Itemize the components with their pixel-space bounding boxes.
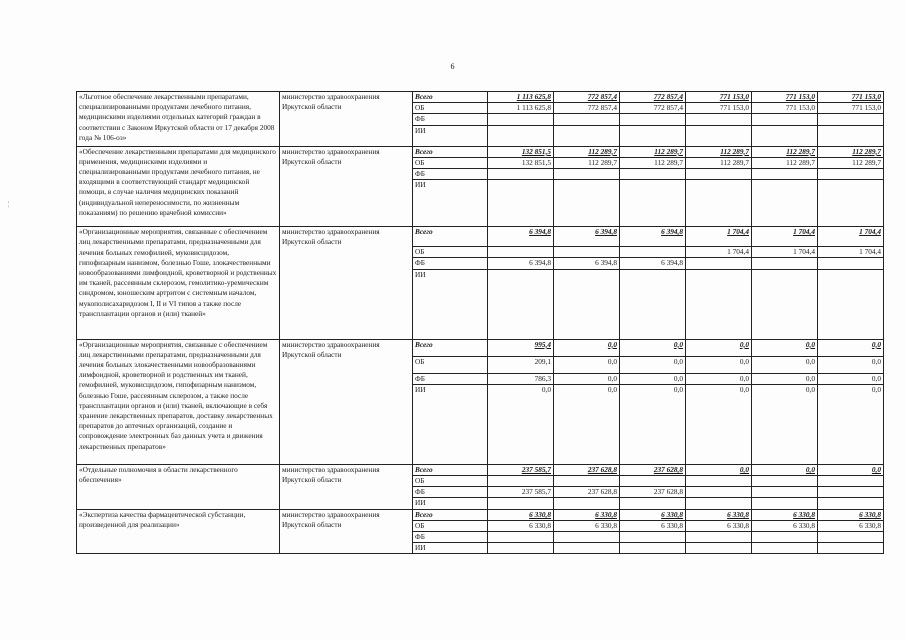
amount-cell: 0,0	[620, 339, 686, 356]
amount-cell	[686, 543, 752, 554]
amount-cell	[818, 543, 884, 554]
funding-source-cell: ИИ	[413, 269, 488, 339]
amount-cell	[752, 269, 818, 339]
amount-cell: 6 330,8	[686, 520, 752, 531]
amount-cell: 0,0	[818, 384, 884, 464]
amount-cell: 6 330,8	[752, 509, 818, 520]
amount-cell	[488, 532, 554, 543]
amount-cell: 0,0	[752, 384, 818, 464]
amount-cell: 1 704,4	[686, 227, 752, 247]
table-row	[77, 92, 884, 103]
amount-cell: 0,0	[818, 356, 884, 373]
amount-cell	[620, 269, 686, 339]
amount-cell: 0,0	[752, 339, 818, 356]
amount-cell: 1 113 625,8	[488, 103, 554, 114]
program-name-cell: «Экспертиза качества фармацевтической субстанции, произведенной для реализации»	[77, 509, 280, 554]
amount-cell	[686, 532, 752, 543]
amount-cell: 6 330,8	[554, 520, 620, 531]
amount-cell: 1 113 625,8	[488, 92, 554, 103]
amount-cell: 6 330,8	[488, 520, 554, 531]
funding-source-cell: ИИ	[413, 498, 488, 509]
table-row	[77, 227, 884, 247]
executor-cell: министерство здравоохранения Иркутской области	[280, 509, 413, 554]
amount-cell: 0,0	[554, 384, 620, 464]
amount-cell	[620, 180, 686, 227]
amount-cell	[818, 169, 884, 180]
amount-cell: 0,0	[620, 384, 686, 464]
amount-cell: 6 394,8	[554, 258, 620, 269]
funding-source-cell: Всего	[413, 227, 488, 247]
executor-cell: министерство здравоохранения Иркутской области	[280, 146, 413, 227]
funding-source-cell: ИИ	[413, 543, 488, 554]
amount-cell	[554, 180, 620, 227]
amount-cell	[818, 269, 884, 339]
amount-cell: 0,0	[686, 373, 752, 384]
amount-cell	[686, 498, 752, 509]
amount-cell	[752, 487, 818, 498]
amount-cell: 209,1	[488, 356, 554, 373]
executor-cell: министерство здравоохранения Иркутской области	[280, 227, 413, 339]
amount-cell: 0,0	[554, 373, 620, 384]
program-name-cell: «Организационные мероприятия, связанные с обеспечением лиц лекарственными препаратами, предназначенными для лечения больных злокачественными новообразованиями лимфоидной, кроветворной и родственных им тканей, гемофилией, муковисцидозом, гипофизарным нанизмом, болезнью Гоше, рассеянным склерозом, а также после трансплантации органов и (или) тканей, включающие в себя хранение лекарственных препаратов, доставку лекарственных препаратов до аптечных организаций, создание и сопровождение электронных баз данных учета и движения лекарственных препаратов»	[77, 339, 280, 464]
amount-cell: 112 289,7	[554, 146, 620, 157]
amount-cell	[752, 125, 818, 146]
amount-cell: 6 330,8	[620, 509, 686, 520]
funding-source-cell: Всего	[413, 92, 488, 103]
funding-source-cell: ФБ	[413, 373, 488, 384]
amount-cell	[488, 543, 554, 554]
funding-source-cell: ФБ	[413, 258, 488, 269]
funding-source-cell: ОБ	[413, 103, 488, 114]
amount-cell: 995,4	[488, 339, 554, 356]
funding-source-cell: ФБ	[413, 487, 488, 498]
amount-cell: 237 585,7	[488, 464, 554, 475]
amount-cell	[686, 269, 752, 339]
funding-source-cell: Всего	[413, 339, 488, 356]
amount-cell: 6 330,8	[620, 520, 686, 531]
amount-cell: 0,0	[554, 356, 620, 373]
amount-cell	[752, 476, 818, 487]
amount-cell: 0,0	[818, 373, 884, 384]
amount-cell	[488, 269, 554, 339]
amount-cell	[752, 498, 818, 509]
amount-cell: 112 289,7	[818, 157, 884, 168]
funding-source-cell: ИИ	[413, 384, 488, 464]
amount-cell: 1 704,4	[752, 227, 818, 247]
amount-cell	[620, 476, 686, 487]
amount-cell: 0,0	[818, 339, 884, 356]
amount-cell	[488, 125, 554, 146]
amount-cell: 0,0	[752, 464, 818, 475]
program-name-cell: «Обеспечение лекарственными препаратами для медицинского применения, медицинскими изделиями и специализированными продуктами лечебного питания, не входящими в соответствующий стандарт медицинской помощи, в случае наличия медицинских показаний (индивидуальной непереносимости, по жизненным показаниям) по решению врачебной комиссии»	[77, 146, 280, 227]
amount-cell	[686, 169, 752, 180]
amount-cell: 237 585,7	[488, 487, 554, 498]
amount-cell	[686, 180, 752, 227]
budget-table	[76, 91, 884, 554]
amount-cell	[686, 476, 752, 487]
funding-source-cell: ОБ	[413, 247, 488, 258]
amount-cell: 237 628,8	[620, 464, 686, 475]
amount-cell: 1 704,4	[686, 247, 752, 258]
amount-cell: 771 153,0	[686, 92, 752, 103]
amount-cell: 0,0	[620, 373, 686, 384]
amount-cell	[554, 476, 620, 487]
amount-cell: 0,0	[488, 384, 554, 464]
amount-cell: 1 704,4	[818, 247, 884, 258]
funding-source-cell: ОБ	[413, 476, 488, 487]
amount-cell	[752, 114, 818, 125]
program-name-cell: «Отдельные полномочия в области лекарственного обеспечения»	[77, 464, 280, 509]
amount-cell	[752, 258, 818, 269]
amount-cell: 772 857,4	[554, 92, 620, 103]
budget-table-body	[77, 92, 884, 554]
amount-cell	[554, 543, 620, 554]
amount-cell	[488, 180, 554, 227]
amount-cell: 0,0	[686, 339, 752, 356]
funding-source-cell: ИИ	[413, 180, 488, 227]
amount-cell	[488, 476, 554, 487]
amount-cell: 112 289,7	[686, 157, 752, 168]
funding-source-cell: Всего	[413, 146, 488, 157]
amount-cell	[818, 532, 884, 543]
amount-cell	[752, 169, 818, 180]
scan-edge-mark: ¦	[8, 200, 10, 208]
amount-cell	[686, 125, 752, 146]
table-row	[77, 339, 884, 356]
page-number: 6	[450, 62, 455, 71]
funding-source-cell: ОБ	[413, 157, 488, 168]
amount-cell: 0,0	[620, 356, 686, 373]
amount-cell	[554, 498, 620, 509]
executor-cell: министерство здравоохранения Иркутской области	[280, 464, 413, 509]
amount-cell: 771 153,0	[818, 92, 884, 103]
amount-cell: 6 394,8	[620, 227, 686, 247]
amount-cell	[620, 247, 686, 258]
amount-cell: 112 289,7	[752, 157, 818, 168]
amount-cell	[818, 125, 884, 146]
amount-cell	[620, 532, 686, 543]
amount-cell: 786,3	[488, 373, 554, 384]
amount-cell	[620, 169, 686, 180]
amount-cell	[818, 498, 884, 509]
amount-cell: 1 704,4	[752, 247, 818, 258]
amount-cell: 0,0	[686, 384, 752, 464]
executor-cell: министерство здравоохранения Иркутской области	[280, 339, 413, 464]
amount-cell	[752, 543, 818, 554]
amount-cell: 6 330,8	[818, 509, 884, 520]
amount-cell	[554, 269, 620, 339]
table-row	[77, 509, 884, 520]
amount-cell	[686, 487, 752, 498]
amount-cell	[686, 114, 752, 125]
amount-cell	[752, 532, 818, 543]
amount-cell: 237 628,8	[620, 487, 686, 498]
amount-cell	[554, 532, 620, 543]
amount-cell: 771 153,0	[752, 103, 818, 114]
amount-cell: 772 857,4	[620, 92, 686, 103]
amount-cell	[818, 258, 884, 269]
amount-cell	[818, 180, 884, 227]
amount-cell	[554, 169, 620, 180]
program-name-cell: «Льготное обеспечение лекарственными препаратами, специализированными продуктами лечебного питания, медицинскими изделиями отдельных категорий граждан в соответствии с Законом Иркутской области от 17 декабря 2008 года № 106-оз»	[77, 92, 280, 147]
amount-cell	[818, 476, 884, 487]
amount-cell: 6 394,8	[620, 258, 686, 269]
amount-cell: 112 289,7	[620, 157, 686, 168]
funding-source-cell: ФБ	[413, 114, 488, 125]
amount-cell: 132 851,5	[488, 157, 554, 168]
amount-cell: 6 330,8	[686, 509, 752, 520]
amount-cell: 0,0	[752, 356, 818, 373]
amount-cell	[620, 543, 686, 554]
funding-source-cell: ИИ	[413, 125, 488, 146]
amount-cell: 6 330,8	[752, 520, 818, 531]
table-row	[77, 464, 884, 475]
amount-cell: 6 330,8	[488, 509, 554, 520]
table-row	[77, 146, 884, 157]
amount-cell	[752, 180, 818, 227]
amount-cell: 1 704,4	[818, 227, 884, 247]
amount-cell: 6 394,8	[488, 258, 554, 269]
amount-cell: 772 857,4	[554, 103, 620, 114]
amount-cell: 112 289,7	[620, 146, 686, 157]
amount-cell: 112 289,7	[554, 157, 620, 168]
amount-cell	[488, 169, 554, 180]
amount-cell: 0,0	[818, 464, 884, 475]
funding-source-cell: ФБ	[413, 532, 488, 543]
amount-cell: 237 628,8	[554, 464, 620, 475]
amount-cell	[620, 498, 686, 509]
amount-cell: 132 851,5	[488, 146, 554, 157]
amount-cell	[554, 247, 620, 258]
amount-cell: 6 394,8	[554, 227, 620, 247]
amount-cell: 772 857,4	[620, 103, 686, 114]
amount-cell: 0,0	[554, 339, 620, 356]
funding-source-cell: ОБ	[413, 520, 488, 531]
funding-source-cell: Всего	[413, 464, 488, 475]
funding-source-cell: ОБ	[413, 356, 488, 373]
amount-cell: 0,0	[686, 356, 752, 373]
funding-source-cell: Всего	[413, 509, 488, 520]
amount-cell: 112 289,7	[686, 146, 752, 157]
amount-cell: 237 628,8	[554, 487, 620, 498]
amount-cell	[620, 114, 686, 125]
amount-cell: 0,0	[686, 464, 752, 475]
program-name-cell: «Организационные мероприятия, связанные с обеспечением лиц лекарственными препаратами, предназначенными для лечения больных гемофилией, муковисцидозом, гипофизарным нанизмом, болезнью Гоше, злокачественными новообразованиями лимфоидной, кроветворной и родственных им тканей, рассеянным склерозом, гемолитико-уремическим синдромом, юношеским артритом с системным началом, мукополисахаридозом I, II и VI типов а также после трансплантации органов и (или) тканей»	[77, 227, 280, 339]
amount-cell	[488, 498, 554, 509]
amount-cell: 0,0	[752, 373, 818, 384]
amount-cell	[554, 125, 620, 146]
executor-cell: министерство здравоохранения Иркутской области	[280, 92, 413, 147]
amount-cell: 771 153,0	[686, 103, 752, 114]
amount-cell	[488, 247, 554, 258]
amount-cell	[620, 125, 686, 146]
amount-cell: 6 394,8	[488, 227, 554, 247]
amount-cell: 112 289,7	[752, 146, 818, 157]
amount-cell: 112 289,7	[818, 146, 884, 157]
amount-cell	[488, 114, 554, 125]
amount-cell: 6 330,8	[554, 509, 620, 520]
amount-cell	[686, 258, 752, 269]
amount-cell: 771 153,0	[818, 103, 884, 114]
amount-cell	[818, 114, 884, 125]
funding-source-cell: ФБ	[413, 169, 488, 180]
amount-cell	[554, 114, 620, 125]
amount-cell: 771 153,0	[752, 92, 818, 103]
amount-cell	[818, 487, 884, 498]
amount-cell: 6 330,8	[818, 520, 884, 531]
